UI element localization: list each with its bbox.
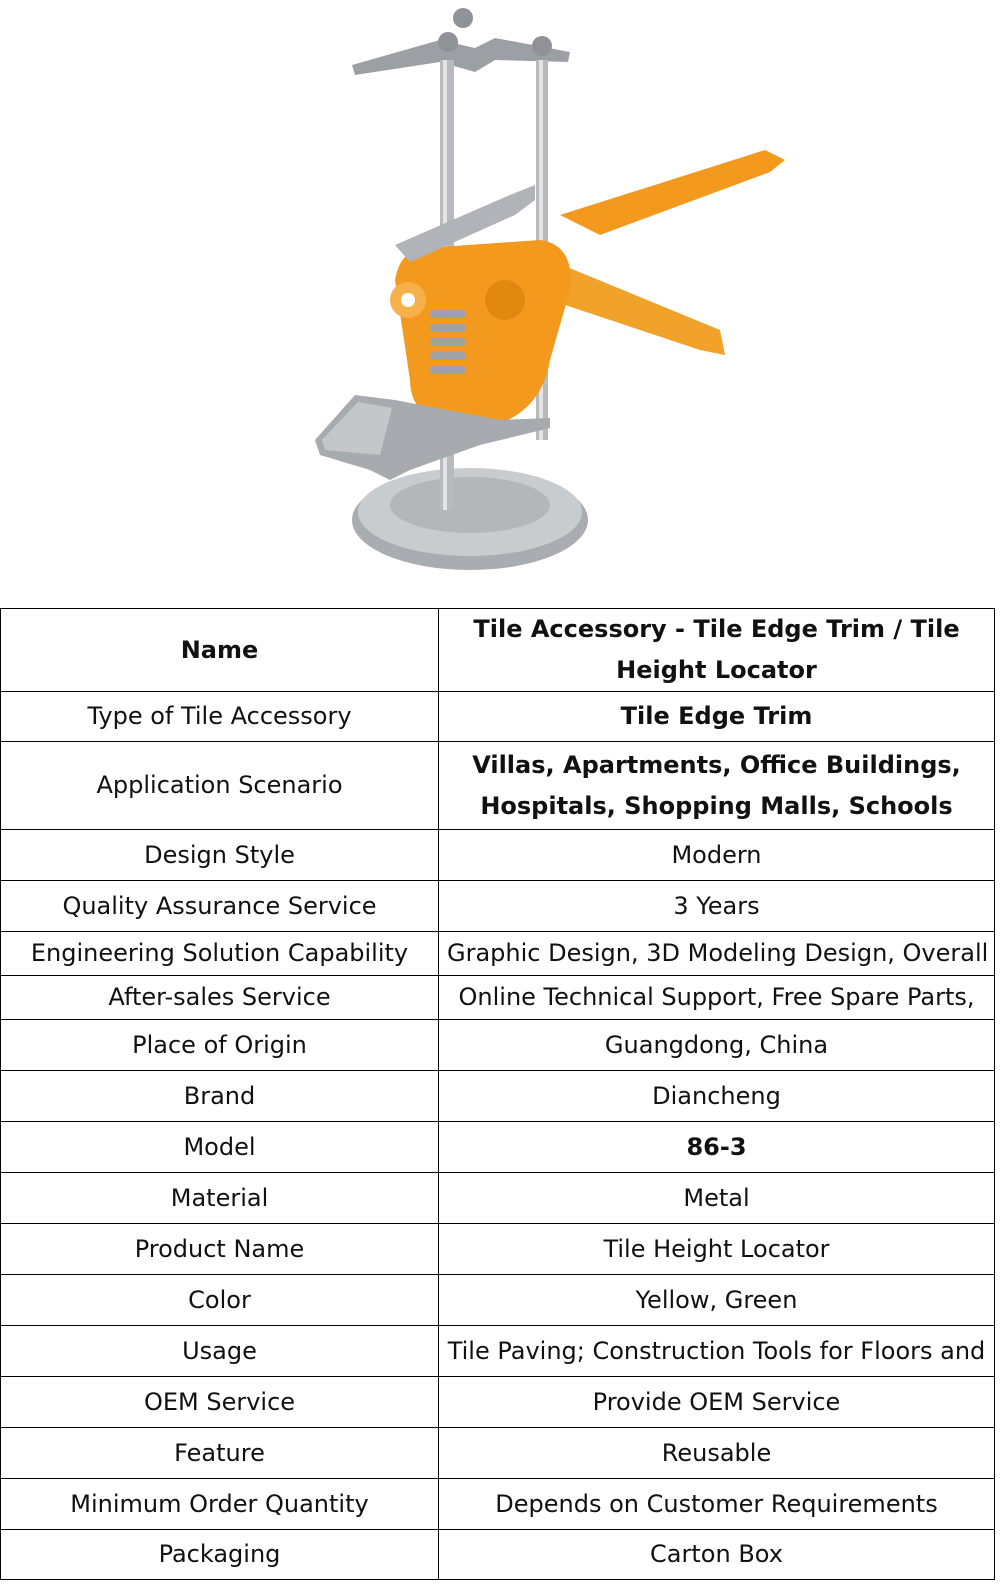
spec-label: Usage [1,1326,439,1377]
spec-value: Depends on Customer Requirements [439,1479,995,1530]
table-row [1,1326,995,1377]
spec-value: 3 Years [439,881,995,932]
spec-table [0,608,995,1580]
spec-label: Minimum Order Quantity [1,1479,439,1530]
table-row [1,1224,995,1275]
spec-label: Product Name [1,1224,439,1275]
spec-label: Engineering Solution Capability [1,932,439,976]
spec-label: Packaging [1,1530,439,1580]
table-row [1,1275,995,1326]
spec-value: Tile Paving; Construction Tools for Floors and [439,1326,995,1377]
spec-label: Color [1,1275,439,1326]
spec-label: Place of Origin [1,1020,439,1071]
spec-value: Diancheng [439,1071,995,1122]
spec-value: Metal [439,1173,995,1224]
spec-value: Provide OEM Service [439,1377,995,1428]
product-photo [300,0,800,590]
spec-label: Type of Tile Accessory [1,692,439,742]
table-row [1,1020,995,1071]
table-row [1,976,995,1020]
spec-value: Online Technical Support, Free Spare Parts, [439,976,995,1020]
table-row [1,830,995,881]
table-row [1,609,995,692]
spec-label: Name [1,609,439,692]
table-row [1,1173,995,1224]
table-row [1,742,995,830]
spec-label: Quality Assurance Service [1,881,439,932]
table-row [1,692,995,742]
spec-value: Graphic Design, 3D Modeling Design, Overall [439,932,995,976]
spec-value: Villas, Apartments, Office Buildings, Hospitals, Shopping Malls, Schools [439,742,995,830]
spec-value: Reusable [439,1428,995,1479]
table-row [1,1377,995,1428]
spec-label: Material [1,1173,439,1224]
spec-value: 86-3 [439,1122,995,1173]
table-row [1,1071,995,1122]
spec-label: Brand [1,1071,439,1122]
table-row [1,1428,995,1479]
spec-label: Model [1,1122,439,1173]
table-row [1,1122,995,1173]
table-row [1,1530,995,1580]
table-row [1,1479,995,1530]
spec-value: Tile Height Locator [439,1224,995,1275]
spec-value: Modern [439,830,995,881]
spec-label: Application Scenario [1,742,439,830]
table-row [1,881,995,932]
spec-value: Tile Accessory - Tile Edge Trim / Tile Height Locator [439,609,995,692]
spec-value: Carton Box [439,1530,995,1580]
spec-label: Feature [1,1428,439,1479]
table-row [1,932,995,976]
spec-value: Tile Edge Trim [439,692,995,742]
spec-value: Guangdong, China [439,1020,995,1071]
spec-label: After-sales Service [1,976,439,1020]
spec-value: Yellow, Green [439,1275,995,1326]
spec-label: Design Style [1,830,439,881]
spec-label: OEM Service [1,1377,439,1428]
